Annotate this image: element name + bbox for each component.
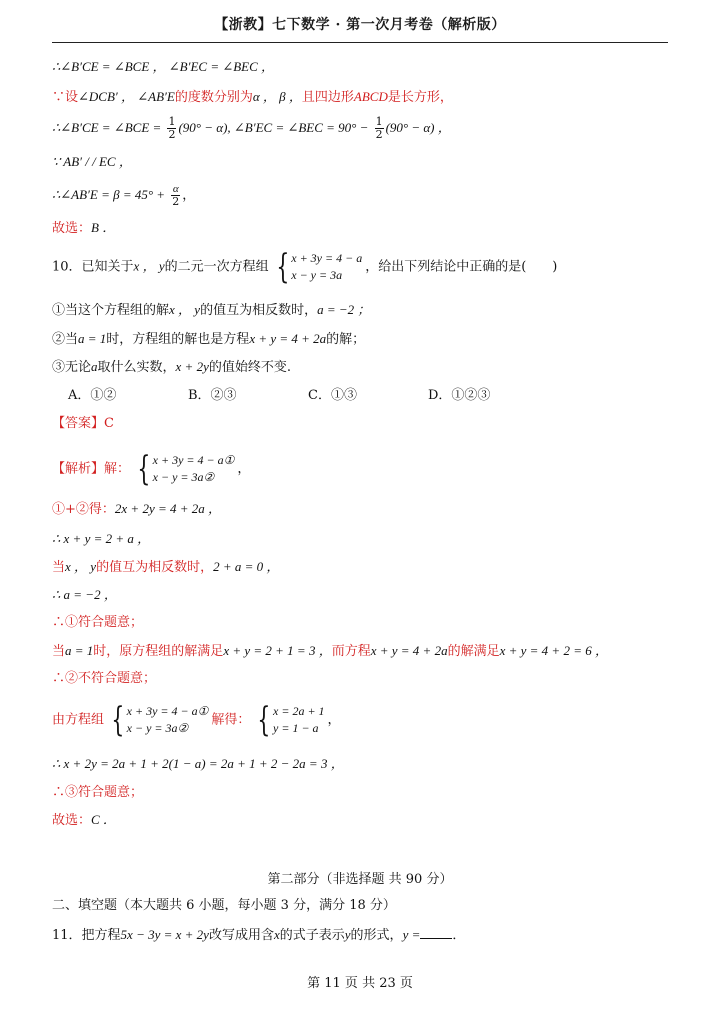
text: ∴③符合题意； (52, 785, 144, 800)
fraction-numerator: 1 (375, 115, 383, 128)
text: 的解； (326, 332, 366, 347)
text: 且四边形 (301, 90, 354, 105)
math-expression: C ． (91, 812, 116, 827)
text: 的式子表示 (279, 928, 345, 943)
equation-rows (127, 703, 209, 737)
equation: x − y = 3a② (126, 721, 189, 735)
equation: x − y = 3a② (152, 470, 215, 484)
header-rule (52, 42, 668, 43)
text: 当 (52, 560, 66, 575)
page-header-title: 【浙教】七下数学 · 第一次月考卷（解析版） (214, 17, 506, 33)
equation-system (133, 449, 235, 489)
text: ①当这个方程组的解 (52, 303, 170, 318)
brace: { (275, 247, 289, 287)
option-c: C．①③ (308, 388, 357, 403)
math-expression: a (91, 359, 98, 374)
text: 的解满足 (447, 644, 500, 659)
text: 【解析】解： (52, 461, 131, 477)
math-expression: (90° − α) ， (385, 120, 451, 135)
fraction-numerator: α (172, 183, 179, 195)
fraction-denominator: 2 (172, 195, 180, 208)
math-expression: x ， y (133, 258, 165, 274)
math-expression: ∴ x + y = 2 + a ， (52, 531, 151, 546)
equation: x + 3y = 4 − a① (126, 704, 209, 718)
math-expression: x + y = 2 + 1 = 3 ， (223, 643, 332, 658)
question-10-stem (52, 247, 558, 287)
text-line (52, 183, 195, 208)
page-number: 第 11 页 共 23 页 (307, 976, 413, 991)
conclusion-3 (52, 358, 291, 377)
text-line (52, 153, 132, 172)
text-line (52, 219, 115, 238)
math-expression: α ， β ， (252, 89, 302, 104)
math-expression: x + y = 4 + 2 = 6 ， (499, 643, 608, 658)
text-line (52, 700, 341, 740)
brace: { (257, 700, 271, 740)
text: 的二元一次方程组 (164, 259, 269, 275)
option-b: B．②③ (188, 388, 237, 403)
text: 【答案】C (52, 416, 114, 431)
brace: { (137, 449, 151, 489)
fraction-denominator: 2 (375, 128, 383, 141)
math-expression: y (344, 927, 351, 942)
math-expression: 5x − 3y = x + 2y (120, 927, 209, 942)
text: ． (452, 928, 466, 943)
text: 而方程 (331, 644, 371, 659)
text-line (52, 755, 344, 774)
text-line (52, 614, 143, 632)
math-expression: ∴∠B′CE = ∠BCE ， ∠B′EC = ∠BEC ， (52, 59, 275, 74)
math-expression: x + y = 4 + 2a (249, 331, 327, 346)
text: ①+②得： (52, 502, 115, 517)
conclusion-2 (52, 330, 365, 349)
brace: { (111, 700, 125, 740)
text: ②当 (52, 332, 79, 347)
math-expression: ABCD (353, 89, 388, 104)
equation-rows (273, 703, 325, 737)
text-line (52, 586, 117, 605)
text: 二、填空题（本大题共 6 小题，每小题 3 分，满分 18 分） (52, 898, 396, 913)
math-expression: B ． (91, 220, 116, 235)
text: ∵设 (52, 90, 79, 105)
equation: x + 3y = 4 − a① (152, 453, 235, 467)
fraction-half (167, 116, 176, 141)
math-expression: x ， y (169, 302, 201, 317)
text-line (52, 811, 116, 830)
math-expression: ∴∠AB′E = β = 45° + (52, 187, 166, 202)
math-expression: a = 1 (65, 643, 94, 658)
text: ∴②不符合题意； (52, 671, 157, 686)
text: 11．把方程 (52, 928, 121, 943)
text: 时，方程组的解也是方程 (106, 332, 250, 347)
text: ， (237, 461, 251, 477)
fraction-half (375, 116, 384, 141)
solution-start (52, 449, 251, 489)
part-two-heading: 第二部分（非选择题 共 90 分） (267, 872, 453, 887)
math-expression: y = (402, 927, 421, 942)
text: ③无论 (52, 360, 92, 375)
text: 解得： (211, 712, 251, 728)
math-expression: x ， y (65, 559, 97, 574)
math-expression: (90° − α), ∠B′EC = ∠BEC = 90° − (178, 120, 369, 135)
text: 由方程组 (52, 712, 105, 728)
equation: x − y = 3a (291, 268, 343, 282)
math-expression: x + 2y (175, 359, 209, 374)
equation-rows (291, 250, 362, 284)
text: 是长方形， (387, 90, 453, 105)
text: 故选： (52, 813, 92, 828)
math-expression: 2x + 2y = 4 + 2a ， (114, 501, 222, 516)
fraction-denominator: 2 (168, 128, 176, 141)
conclusion-1 (52, 301, 370, 320)
math-expression: a = 1 (78, 331, 107, 346)
text: 取什么实数， (97, 360, 176, 375)
text: ，给出下列结论中正确的是( ) (365, 259, 558, 275)
text: 改写成用含 (208, 928, 274, 943)
math-expression: x (273, 927, 280, 942)
text-line (52, 58, 274, 77)
text: 的值互为相反数时， (200, 303, 318, 318)
text-line (52, 558, 279, 577)
fraction-numerator: 1 (168, 115, 176, 128)
equation: y = 1 − a (273, 721, 319, 735)
text-line (52, 116, 451, 141)
math-expression: a = −2 ； (317, 302, 371, 317)
text: 时，原方程组的解满足 (93, 644, 224, 659)
text: 的度数分别为 (174, 90, 253, 105)
text: 故选： (52, 221, 92, 236)
question-11 (52, 926, 465, 945)
text-line (52, 88, 453, 107)
text: 的形式， (350, 928, 403, 943)
equation-system (253, 700, 325, 740)
text: 当 (52, 644, 66, 659)
equation: x + 3y = 4 − a (291, 251, 363, 265)
answer-blank (420, 926, 452, 939)
equation: x = 2a + 1 (273, 704, 325, 718)
math-expression: ∴∠B′CE = ∠BCE = (52, 120, 162, 135)
text-line (52, 784, 143, 802)
math-expression: ∠DCB′ ， ∠AB′E (78, 89, 175, 104)
answer-label (52, 415, 114, 433)
text: ， (182, 188, 196, 203)
math-expression: ∴ a = −2 ， (52, 587, 117, 602)
text: ， (327, 712, 341, 728)
text: 10．已知关于 (52, 259, 134, 275)
option-a: A．①② (68, 388, 117, 403)
option-d: D．①②③ (428, 388, 491, 403)
section-heading (52, 897, 396, 915)
text-line (52, 670, 156, 688)
text: 的值始终不变. (208, 360, 291, 375)
math-expression: x + y = 4 + 2a (370, 643, 448, 658)
equation-system (272, 247, 363, 287)
math-expression: 2 + a = 0 ， (213, 559, 280, 574)
text: 的值互为相反数时， (96, 560, 214, 575)
equation-rows (153, 452, 235, 486)
math-expression: ∴ x + 2y = 2a + 1 + 2(1 − a) = 2a + 1 + 2 − 2a = 3 ， (52, 756, 344, 771)
text-line (52, 500, 221, 519)
text-line (52, 530, 150, 549)
math-expression: ∵ AB′ / / EC ， (52, 154, 132, 169)
equation-system (107, 700, 209, 740)
text: ∴①符合题意； (52, 615, 144, 630)
text-line (52, 642, 608, 661)
answer-options (68, 387, 548, 405)
fraction-alpha-half (171, 183, 180, 208)
